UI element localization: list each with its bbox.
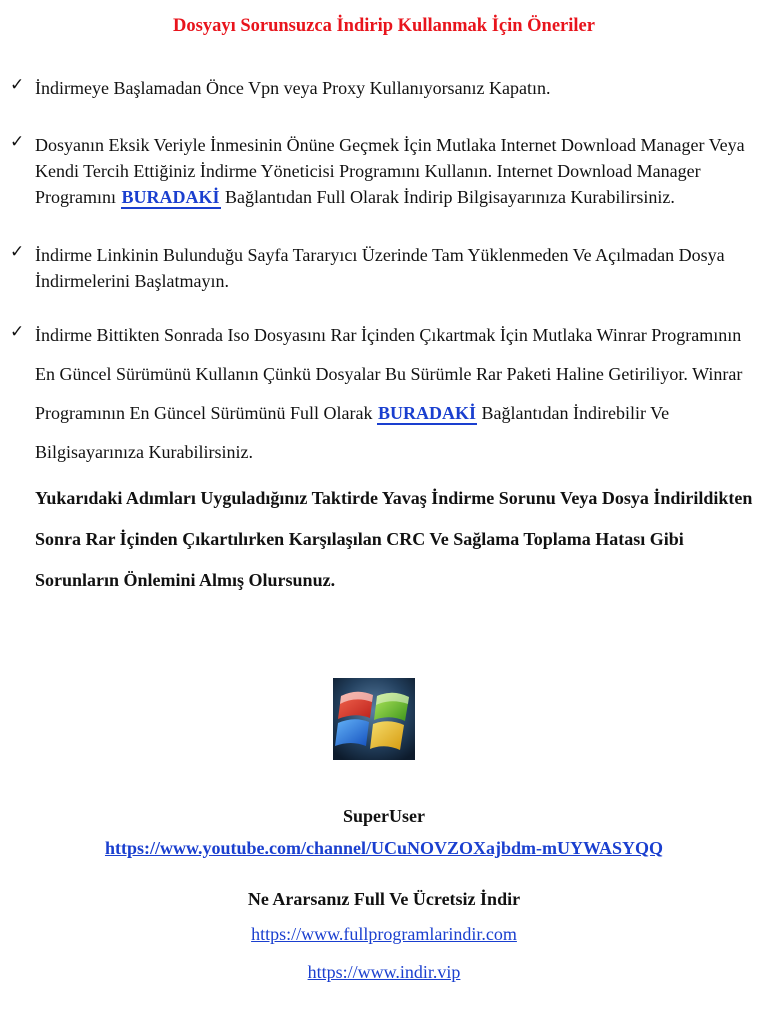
tip-text [35,132,754,210]
fullprogramlarindir-link[interactable]: https://www.fullprogramlarindir.com [251,924,517,944]
indir-vip-link[interactable]: https://www.indir.vip [307,962,461,982]
tip-text: İndirme Linkinin Bulunduğu Sayfa Tararyıcı Üzerinde Tam Yüklenmeden Ve Açılmadan Dosya İndirmelerini Başlatmayın. [35,245,725,291]
tip-text-before: Dosyanın Eksik Veriyle İnmesinin Önüne Geçmek İçin Mutlaka Internet Download Manager Veya Kendi Tercih Ettiğiniz İndirme Yöneticisi Programını Kullanın. Internet Download Manager Programını [35,135,745,207]
tip-text-after: Bağlantıdan Full Olarak İndirip Bilgisayarınıza Kurabilirsiniz. [220,187,675,207]
site-link-row-2 [0,962,768,983]
winrar-download-link[interactable]: BURADAKİ [377,403,476,423]
youtube-channel-link[interactable]: https://www.youtube.com/channel/UCuNOVZOXajbdm-mUYWASYQQ [104,838,664,858]
tip-text [35,316,754,472]
tip-item-vpn [10,75,754,101]
tip-item-winrar [10,322,754,472]
checkmark-icon: ✓ [10,322,25,341]
superuser-logo [333,678,415,760]
site-link-row-1 [0,924,768,945]
author-name: SuperUser [343,806,425,826]
checkmark-icon: ✓ [10,242,25,261]
youtube-channel-link-row [0,838,768,859]
checkmark-icon: ✓ [10,75,25,94]
tip-item-download-manager [10,132,754,210]
windows-logo-icon [333,678,415,760]
idm-download-link[interactable]: BURADAKİ [121,187,220,207]
tip-text: İndirmeye Başlamadan Önce Vpn veya Proxy Kullanıyorsanız Kapatın. [35,78,551,98]
tagline: Ne Ararsanız Full Ve Ücretsiz İndir [247,889,521,909]
tip-text-before: İndirme Bittikten Sonrada Iso Dosyasını Rar İçinden Çıkartmak İçin Mutlaka Winrar Programının En Güncel Sürümünü Kullanın Çünkü Dosyalar Bu Sürümle Rar Paketi Haline Getiriliyor. Winrar Programının En Güncel Sürümünü Full Olarak [35,325,743,423]
summary-paragraph: Yukarıdaki Adımları Uyguladığınız Taktirde Yavaş İndirme Sorunu Veya Dosya İndirildikten Sonra Rar İçinden Çıkartılırken Karşılaşılan CRC Ve Sağlama Toplama Hatası Gibi Sorunların Önlemini Almış Olursunuz. [35,488,753,590]
page-title: Dosyayı Sorunsuzca İndirip Kullanmak İçin Öneriler [173,16,595,36]
checkmark-icon: ✓ [10,132,25,151]
tip-item-page-load [10,242,754,294]
tip-text-after: Bağlantıdan İndirebilir Ve Bilgisayarınıza Kurabilirsiniz. [35,403,670,462]
